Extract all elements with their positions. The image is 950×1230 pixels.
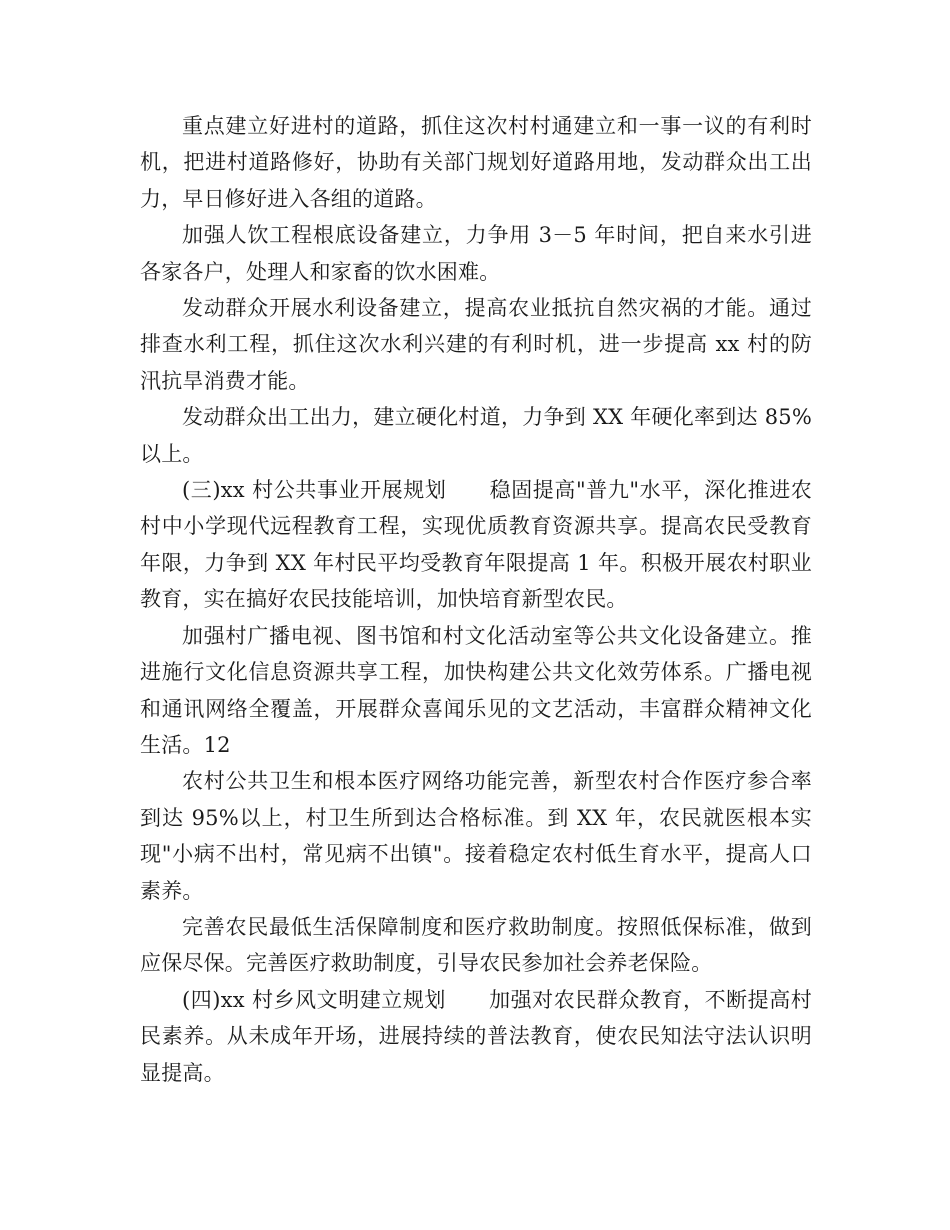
- paragraph-3: 发动群众开展水利设备建立，提高农业抵抗自然灾祸的才能。通过排查水利工程，抓住这次水利兴建的有利时机，进一步提高 xx 村的防汛抗旱消费才能。: [140, 296, 812, 393]
- paragraph-2: 加强人饮工程根底设备建立，力争用 3－5 年时间，把自来水引进各家各户，处理人和家畜的饮水困难。: [140, 223, 812, 284]
- paragraph-7: 农村公共卫生和根本医疗网络功能完善，新型农村合作医疗参合率到达 95%以上，村卫生所到达合格标准。到 XX 年，农民就医根本实现"小病不出村，常见病不出镇"。接着稳定农村低生育水平，提高人口素养。: [140, 769, 812, 903]
- paragraph-5: (三)xx 村公共事业开展规划 稳固提高"普九"水平，深化推进农村中小学现代远程教育工程，实现优质教育资源共享。提高农民受教育年限，力争到 XX 年村民平均受教育年限提高 1 年。积极开展农村职业教育，实在搞好农民技能培训，加快培育新型农民。: [140, 478, 812, 612]
- paragraph-6: 加强村广播电视、图书馆和村文化活动室等公共文化设备建立。推进施行文化信息资源共享工程，加快构建公共文化效劳体系。广播电视和通讯网络全覆盖，开展群众喜闻乐见的文艺活动，丰富群众精神文化生活。12: [140, 623, 812, 757]
- paragraph-8: 完善农民最低生活保障制度和医疗救助制度。按照低保标准，做到应保尽保。完善医疗救助制度，引导农民参加社会养老保险。: [140, 914, 812, 976]
- document-body: [140, 108, 812, 1091]
- paragraph-1: 重点建立好进村的道路，抓住这次村村通建立和一事一议的有利时机，把进村道路修好，协助有关部门规划好道路用地，发动群众出工出力，早日修好进入各组的道路。: [140, 114, 812, 211]
- paragraph-9: (四)xx 村乡风文明建立规划 加强对农民群众教育，不断提高村民素养。从未成年开场，进展持续的普法教育，使农民知法守法认识明显提高。: [140, 987, 812, 1085]
- paragraph-4: 发动群众出工出力，建立硬化村道，力争到 XX 年硬化率到达 85%以上。: [140, 405, 812, 466]
